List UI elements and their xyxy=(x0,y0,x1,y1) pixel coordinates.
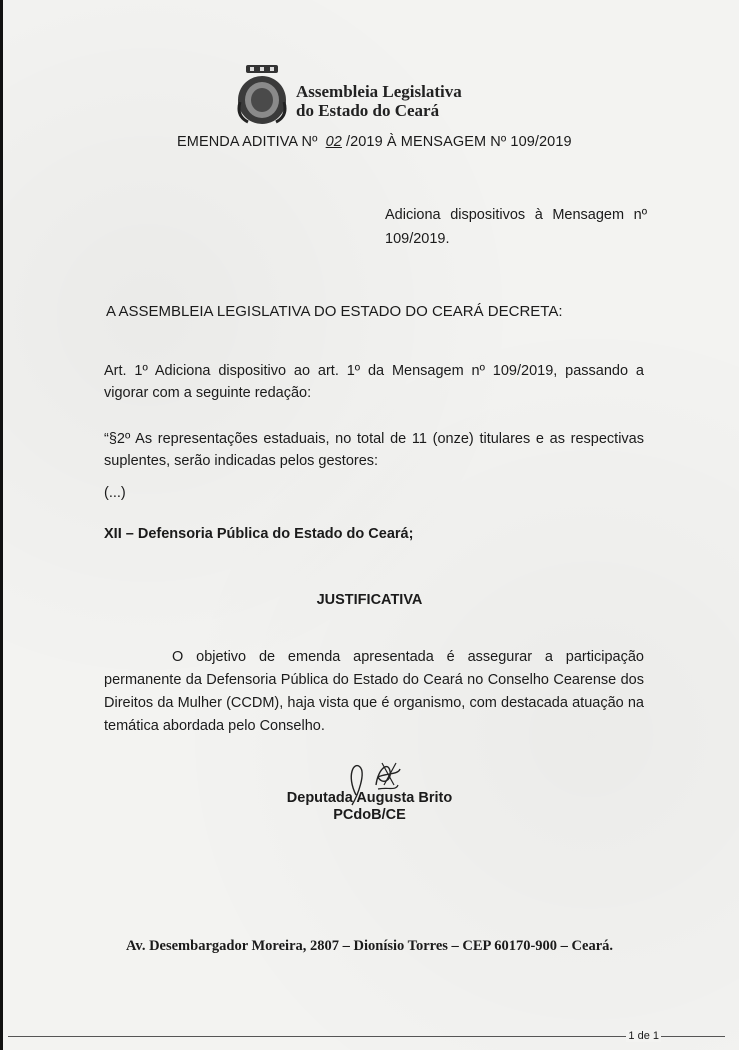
letterhead xyxy=(232,62,532,126)
document-title xyxy=(177,134,572,150)
signatory-party: PCdoB/CE xyxy=(333,807,406,823)
justification-text: O objetivo de emenda apresentada é assegurar a participação permanente da Defensoria Pública do Estado do Ceará no Conselho Cearense dos Direitos da Mulher (CCDM), haja vista que é organismo, com destacada atuação na temática abordada pelo Conselho. xyxy=(104,649,644,734)
letterhead-title xyxy=(296,82,462,120)
enacting-clause: A ASSEMBLEIA LEGISLATIVA DO ESTADO DO CEARÁ DECRETA: xyxy=(106,303,563,320)
signatory-name: Deputada Augusta Brito xyxy=(286,790,453,806)
footer-divider xyxy=(8,1036,725,1037)
title-suffix: /2019 À MENSAGEM Nº 109/2019 xyxy=(345,134,572,150)
article-1: Art. 1º Adiciona dispositivo ao art. 1º da Mensagem nº 109/2019, passando a vigorar com a seguinte redação: xyxy=(104,363,644,401)
paragraph-2: “§2º As representações estaduais, no total de 11 (onze) titulares e as respectivas suplentes, serão indicadas pelos gestores: xyxy=(104,431,644,469)
amendment-number: 02 xyxy=(325,134,342,150)
brand-line-2: do Estado do Ceará xyxy=(296,101,440,120)
state-coat-of-arms-icon xyxy=(232,64,292,126)
ellipsis: (...) xyxy=(104,485,126,501)
title-prefix: EMENDA ADITIVA Nº xyxy=(177,134,318,150)
ementa: Adiciona dispositivos à Mensagem nº 109/2019. xyxy=(385,207,647,247)
scan-edge xyxy=(0,0,3,1050)
footer-address: Av. Desembargador Moreira, 2807 – Dionísio Torres – CEP 60170-900 – Ceará. xyxy=(125,938,614,954)
page-number: 1 de 1 xyxy=(628,1030,659,1042)
brand-line-1: Assembleia Legislativa xyxy=(296,82,462,101)
signatory xyxy=(0,790,739,824)
justification-heading: JUSTIFICATIVA xyxy=(316,592,423,608)
item-xii: XII – Defensoria Pública do Estado do Ceará; xyxy=(104,526,414,542)
